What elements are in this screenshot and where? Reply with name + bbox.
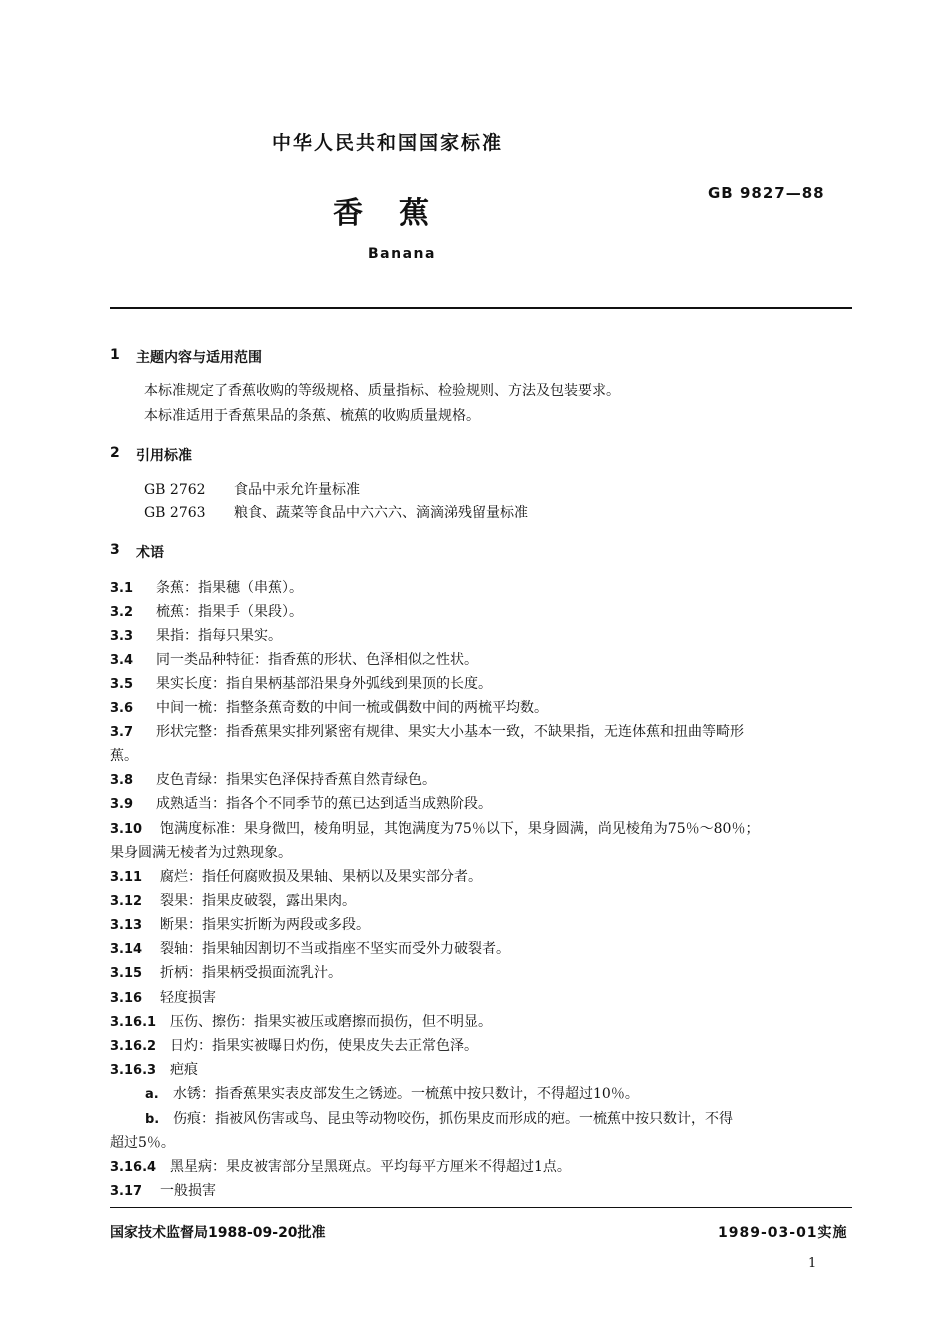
term-item (110, 793, 492, 813)
term-number: 3.6 (110, 701, 134, 716)
term-item (110, 769, 436, 789)
term-text: 折柄：指果柄受损面流乳汁。 (160, 965, 342, 981)
term-text: 成熟适当：指各个不同季节的蕉已达到适当成熟阶段。 (156, 796, 492, 812)
term-number: 3.14 (110, 942, 143, 957)
term-item (110, 721, 744, 741)
term-text: 形状完整：指香蕉果实排列紧密有规律、果实大小基本一致，不缺果指，无连体蕉和扭曲等畸形 (156, 724, 744, 740)
term-number: 3.16.2 (110, 1039, 157, 1054)
term-continuation: 果身圆满无棱者为过熟现象。 (110, 845, 292, 861)
reference-name: 粮食、蔬菜等食品中六六六、滴滴涕残留量标准 (234, 505, 528, 521)
section-title: 术语 (136, 545, 164, 561)
term-item (110, 1180, 216, 1200)
term-text: 裂果：指果皮破裂，露出果肉。 (160, 893, 356, 909)
term-text: 断果：指果实折断为两段或多段。 (160, 917, 370, 933)
term-number: 3.7 (110, 725, 134, 740)
term-text: 中间一梳：指整条蕉奇数的中间一梳或偶数中间的两梳平均数。 (156, 700, 548, 716)
term-item (110, 1059, 198, 1079)
term-item (110, 1156, 571, 1176)
term-text: 疤痕 (170, 1062, 198, 1078)
term-number: 3.16.1 (110, 1015, 157, 1030)
term-number: 3.16 (110, 991, 143, 1006)
section-1-paragraph: 本标准适用于香蕉果品的条蕉、梳蕉的收购质量规格。 (144, 408, 480, 424)
term-text: 同一类品种特征：指香蕉的形状、色泽相似之性状。 (156, 652, 478, 668)
term-item (110, 1035, 478, 1055)
item-text: 水锈：指香蕉果实表皮部发生之锈迹。一梳蕉中按只数计，不得超过10％。 (173, 1086, 639, 1102)
document-subtitle: Banana (368, 246, 436, 262)
item-text: 伤痕：指被风伤害或鸟、昆虫等动物咬伤，抓伤果皮而形成的疤。一梳蕉中按只数计，不得 (173, 1111, 733, 1127)
term-text: 果指：指每只果实。 (156, 628, 282, 644)
term-item (110, 938, 510, 958)
section-number: 1 (110, 347, 120, 363)
term-number: 3.13 (110, 918, 143, 933)
term-item (110, 818, 759, 838)
term-number: 3.12 (110, 894, 143, 909)
term-item (110, 987, 216, 1007)
term-text: 黑星病：果皮被害部分呈黑斑点。平均每平方厘米不得超过1点。 (170, 1159, 571, 1175)
term-number: 3.3 (110, 629, 134, 644)
implementation-date: 1989-03-01实施 (718, 1225, 848, 1241)
document-title: 香蕉 (333, 196, 465, 231)
term-item (110, 649, 478, 669)
term-item (110, 890, 356, 910)
term-text: 一般损害 (160, 1183, 216, 1199)
reference-code: GB 2763 (144, 505, 206, 521)
term-text: 裂轴：指果轴因割切不当或指座不坚实而受外力破裂者。 (160, 941, 510, 957)
term-number: 3.10 (110, 822, 143, 837)
item-letter: a. (145, 1087, 159, 1102)
section-title: 主题内容与适用范围 (136, 350, 262, 366)
term-item (110, 914, 370, 934)
term-number: 3.4 (110, 653, 134, 668)
page-number: 1 (808, 1256, 817, 1271)
term-item (110, 673, 492, 693)
section-number: 3 (110, 542, 120, 558)
reference-code: GB 2762 (144, 482, 206, 498)
term-number: 3.5 (110, 677, 134, 692)
term-item (110, 1011, 492, 1031)
term-continuation: 蕉。 (110, 748, 138, 764)
standard-number: GB 9827—88 (708, 184, 825, 202)
term-number: 3.16.4 (110, 1160, 157, 1175)
term-text: 轻度损害 (160, 990, 216, 1006)
term-text: 日灼：指果实被曝日灼伤，使果皮失去正常色泽。 (170, 1038, 478, 1054)
term-text: 饱满度标准：果身微凹，棱角明显，其饱满度为75％以下，果身圆满，尚见棱角为75％～80％； (160, 821, 760, 837)
term-item (110, 601, 303, 621)
term-text: 果实长度：指自果柄基部沿果身外弧线到果顶的长度。 (156, 676, 492, 692)
term-number: 3.11 (110, 870, 143, 885)
term-item (110, 625, 282, 645)
section-number: 2 (110, 445, 120, 461)
item-letter: b. (145, 1112, 160, 1127)
term-text: 腐烂：指任何腐败损及果轴、果柄以及果实部分者。 (160, 869, 482, 885)
reference-name: 食品中汞允许量标准 (234, 482, 360, 498)
footer-divider (110, 1207, 852, 1208)
section-1-paragraph: 本标准规定了香蕉收购的等级规格、质量指标、检验规则、方法及包装要求。 (144, 383, 620, 399)
term-number: 3.16.3 (110, 1063, 157, 1078)
reference-item (144, 502, 528, 522)
term-text: 压伤、擦伤：指果实被压或磨擦而损伤，但不明显。 (170, 1014, 492, 1030)
scar-item (145, 1108, 733, 1128)
term-text: 皮色青绿：指果实色泽保持香蕉自然青绿色。 (156, 772, 436, 788)
term-item (110, 697, 548, 717)
item-continuation: 超过5％。 (110, 1135, 175, 1151)
term-number: 3.1 (110, 581, 134, 596)
term-item (110, 962, 342, 982)
approval-date: 国家技术监督局1988-09-20批准 (110, 1225, 326, 1241)
term-number: 3.9 (110, 797, 134, 812)
term-text: 条蕉：指果穗（串蕉）。 (156, 580, 303, 596)
header-divider (110, 307, 852, 309)
scar-item (145, 1083, 639, 1103)
term-number: 3.17 (110, 1184, 143, 1199)
issuing-organization: 中华人民共和国国家标准 (272, 132, 504, 154)
term-item (110, 577, 303, 597)
term-number: 3.15 (110, 966, 143, 981)
reference-item (144, 479, 360, 499)
term-text: 梳蕉：指果手（果段）。 (156, 604, 303, 620)
term-number: 3.8 (110, 773, 134, 788)
section-title: 引用标准 (136, 448, 192, 464)
term-item (110, 866, 482, 886)
term-number: 3.2 (110, 605, 134, 620)
